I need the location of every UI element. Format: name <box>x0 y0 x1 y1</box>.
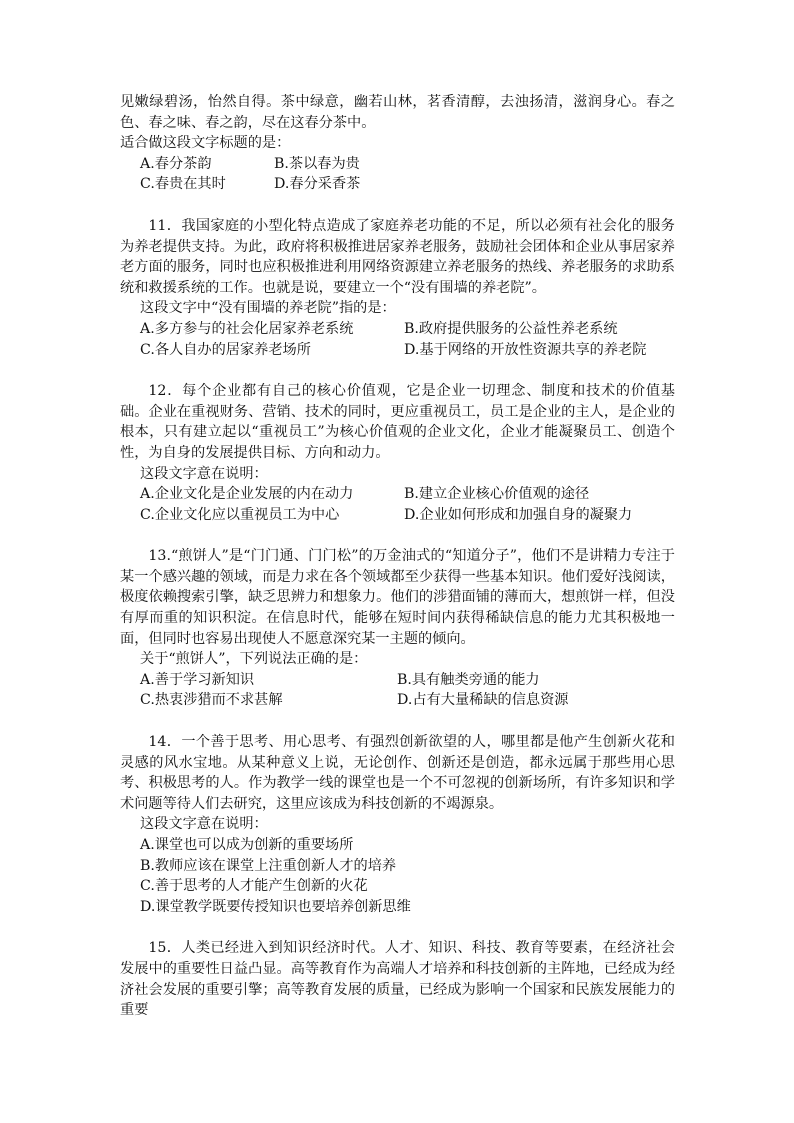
question-11-prompt: 这段文字中“没有围墙的养老院”指的是： <box>140 300 396 317</box>
option-a: A.多方参与的社会化居家养老系统 <box>140 320 354 337</box>
option-c: C.春贵在其时 <box>140 176 226 193</box>
option-b: B.具有触类旁通的能力 <box>397 671 540 688</box>
question-13-options <box>120 670 675 711</box>
option-c: C.各人自办的居家养老场所 <box>140 341 311 358</box>
question-10-options <box>120 154 675 195</box>
option-c: C.善于思考的人才能产生创新的火花 <box>140 878 368 895</box>
question-11-passage: 11．我国家庭的小型化特点造成了家庭养老功能的不足，所以必须有社会化的服务为养老提供支持。为此，政府将积极推进居家养老服务，鼓励社会团体和企业从事居家养老方面的服务，同时也应积极推进利用网络资源建立养老服务的热线、养老服务的求助系统和救援系统的工作。也就是说，要建立一个“没有围墙的养老院”。 <box>120 217 675 296</box>
question-11 <box>120 216 675 360</box>
question-12-prompt: 这段文字意在说明： <box>140 465 268 482</box>
option-a: A.善于学习新知识 <box>140 671 255 688</box>
option-c: C.企业文化应以重视员工为中心 <box>140 506 340 523</box>
question-13-passage: 13.“煎饼人”是“门门通、门门松”的万金油式的“知道分子”，他们不是讲精力专注于某一个感兴趣的领域，而是力求在各个领域都至少获得一些基本知识。他们爱好浅阅读，极度依赖搜索引擎，缺乏思辨力和想象力。他们的涉猎面铺的薄而大，想煎饼一样，但没有厚而重的知识积淀。在信息时代，能够在短时间内获得稀缺信息的能力尤其积极地一面，但同时也容易出现使人不愿意深究某一主题的倾向。 <box>120 548 675 647</box>
option-b: B.建立企业核心价值观的途径 <box>404 486 590 503</box>
question-15-passage: 15．人类已经进入到知识经济时代。人才、知识、科技、教育等要素，在经济社会发展中的重要性日益凸显。高等教育作为高端人才培养和科技创新的主阵地，已经成为经济社会发展的重要引擎；高等教育发展的质量，已经成为影响一个国家和民族发展能力的重要 <box>120 940 675 1019</box>
question-14-options <box>120 835 675 917</box>
option-d: D.春分采香茶 <box>274 176 361 193</box>
option-a: A.课堂也可以成为创新的重要场所 <box>140 837 354 853</box>
question-13 <box>120 546 675 711</box>
option-b: B.茶以春为贵 <box>274 155 360 172</box>
option-d: D.课堂教学既要传授知识也要培养创新思维 <box>140 898 411 915</box>
question-11-options <box>120 319 675 360</box>
question-12-options <box>120 484 675 525</box>
option-d: D.占有大量稀缺的信息资源 <box>397 692 569 709</box>
option-d: D.基于网络的开放性资源共享的养老院 <box>404 341 647 358</box>
option-b: B.政府提供服务的公益性养老系统 <box>404 320 618 337</box>
question-14 <box>120 732 675 917</box>
question-12-passage: 12．每个企业都有自己的核心价值观，它是企业一切理念、制度和技术的价值基础。企业在重视财务、营销、技术的同时，更应重视员工，员工是企业的主人，是企业的根本，只有建立起以“重视员工”为核心价值观的企业文化，企业才能凝聚员工、创造个性，为自身的发展提供目标、方向和动力。 <box>120 383 675 461</box>
option-a: A.春分茶韵 <box>140 155 212 172</box>
option-b: B.教师应该在课堂上注重创新人才的培养 <box>140 857 397 874</box>
question-10-passage: 见嫩绿碧汤，怡然自得。茶中绿意，幽若山林，茗香清醇，去浊扬清，滋润身心。春之色、春之味、春之韵，尽在这春分茶中。 <box>120 94 675 131</box>
question-15 <box>120 938 675 1020</box>
question-14-prompt: 这段文字意在说明： <box>140 816 268 833</box>
option-c: C.热衷涉猎而不求甚解 <box>140 692 283 709</box>
option-a: A.企业文化是企业发展的内在动力 <box>140 486 354 503</box>
document-page <box>120 92 675 1021</box>
question-12 <box>120 381 675 525</box>
option-d: D.企业如何形成和加强自身的凝聚力 <box>404 506 633 523</box>
question-10 <box>120 92 675 195</box>
question-10-prompt: 适合做这段文字标题的是： <box>120 135 291 152</box>
question-14-passage: 14．一个善于思考、用心思考、有强烈创新欲望的人，哪里都是他产生创新火花和灵感的风水宝地。从某种意义上说，无论创作、创新还是创造，都永远属于那些用心思考、积极思考的人。作为教学一线的课堂也是一个不可忽视的创新场所，有许多知识和学术问题等待人们去研究，这里应该成为科技创新的不竭源泉。 <box>120 734 675 812</box>
question-13-prompt: 关于“煎饼人”，下列说法正确的是： <box>140 651 368 668</box>
